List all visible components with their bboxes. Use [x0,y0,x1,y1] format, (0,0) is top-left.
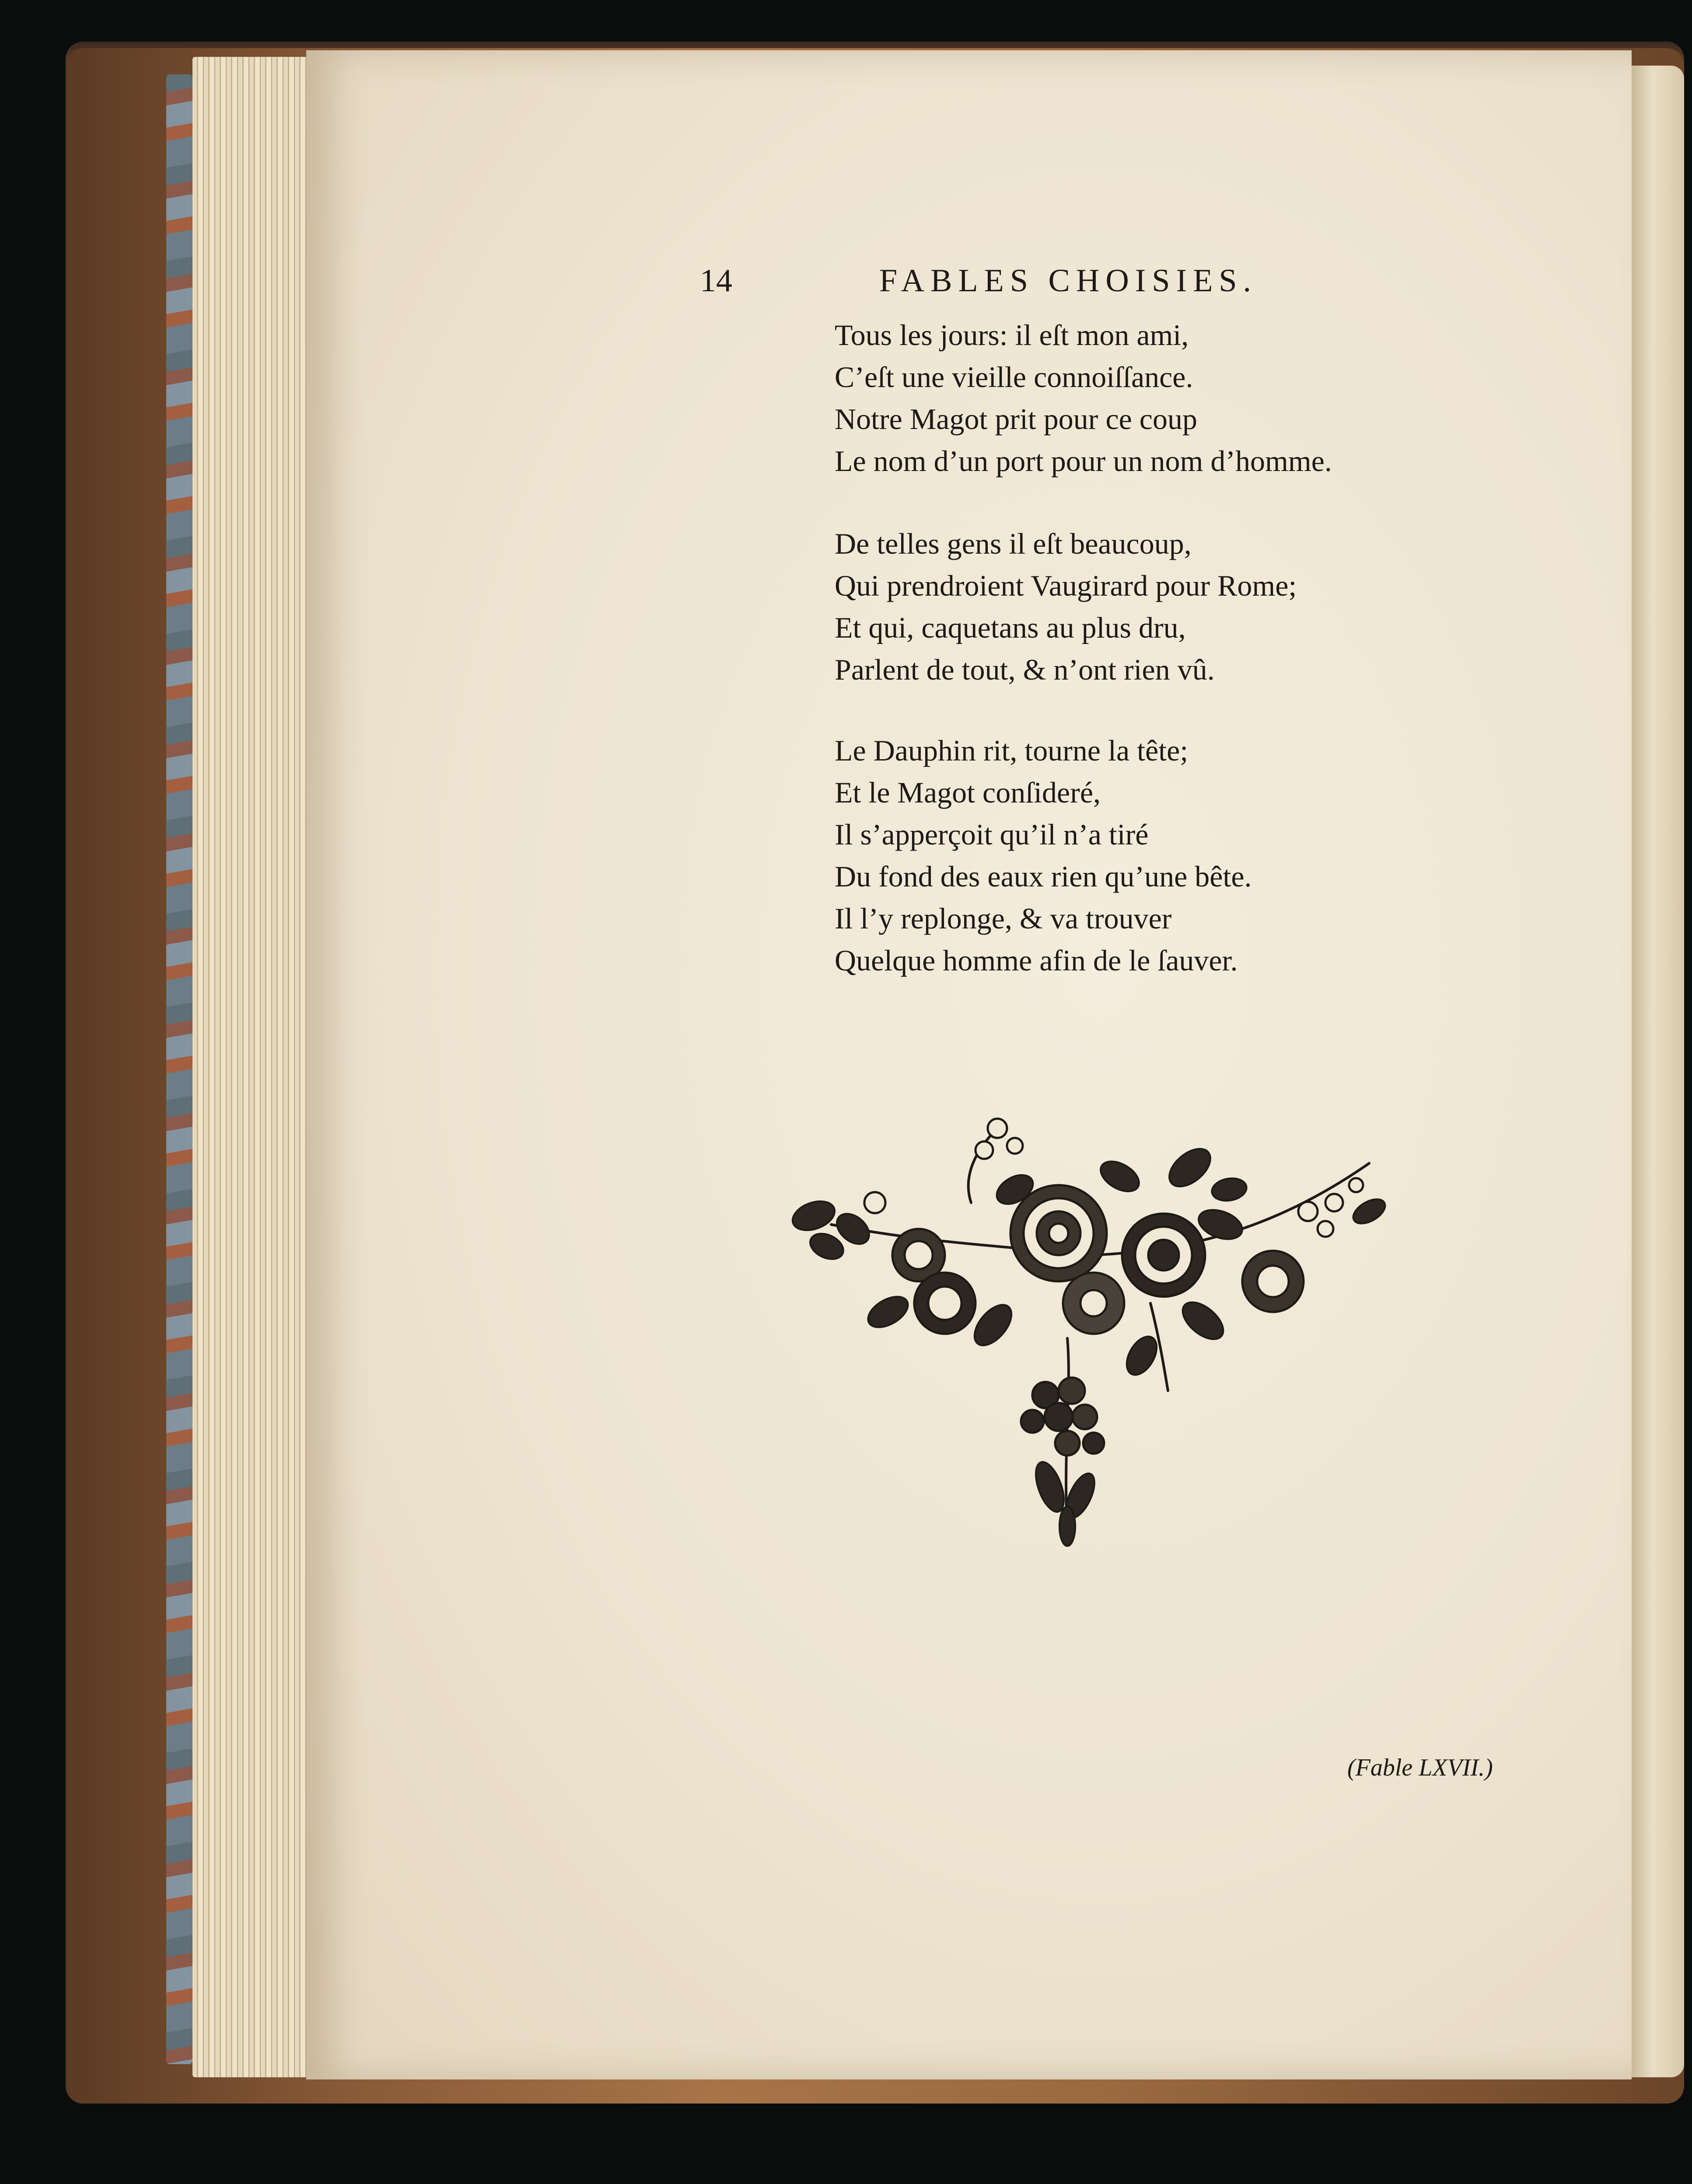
stanza-1 [835,314,1332,482]
verse-line: Et qui, caquetans au plus dru, [835,611,1186,644]
page-stack-edges [192,57,315,2077]
facing-page-edge [1632,66,1684,2077]
verse-line: Du fond des eaux rien qu’une bête. [835,860,1252,893]
verse-line: De telles gens il eſt beaucoup, [835,527,1192,560]
stanza-2 [835,523,1297,691]
verse-line: Parlent de tout, & n’ont rien vû. [835,653,1215,686]
verse-line: Qui prendroient Vaugirard pour Rome; [835,569,1297,602]
stanza-3 [835,729,1252,981]
verse-line: Tous les jours: il eſt mon ami, [835,318,1189,352]
running-head [700,262,1369,302]
verse-line: C’eſt une vieille connoiſſance. [835,360,1193,394]
verse-line: Quelque homme afin de le ſauver. [835,944,1238,977]
verse-line: Notre Magot prit pour ce coup [835,402,1197,436]
verse-line: Le Dauphin rit, tourne la tête; [835,734,1189,767]
marbled-endpaper [166,74,192,2064]
running-title: FABLES CHOISIES. [879,263,1258,299]
catchword: (Fable LXVII.) [1347,1754,1493,1781]
page-number: 14 [700,263,732,299]
verse-line: Il l’y replonge, & va trouver [835,902,1172,935]
verse-line: Et le Magot conſideré, [835,776,1101,809]
floral-ornament-icon [787,1111,1413,1561]
verse-line: Il s’apperçoit qu’il n’a tiré [835,818,1149,851]
verse-line: Le nom d’un port pour un nom d’homme. [835,444,1332,478]
